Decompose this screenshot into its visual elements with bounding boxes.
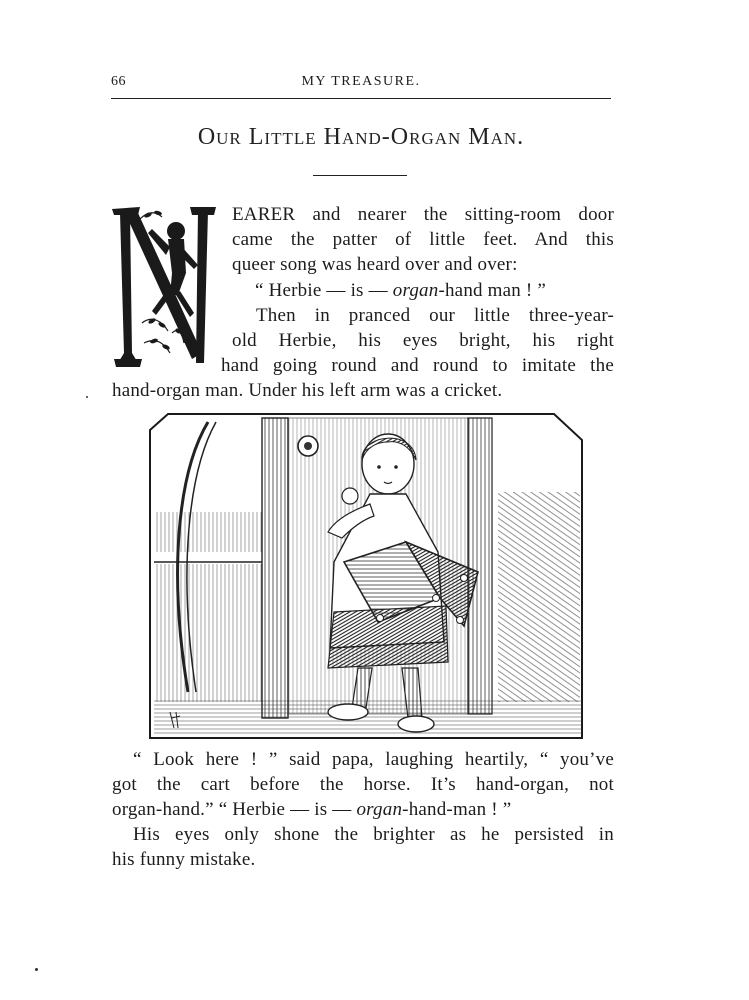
paragraph-4-line-2: his funny mistake. <box>112 849 256 870</box>
paragraph-1-line-1: EARER and nearer the sitting-room door <box>232 204 614 225</box>
print-speck <box>35 968 38 971</box>
running-title: MY TREASURE. <box>301 74 421 89</box>
paragraph-3-line-3-italic: organ <box>356 799 403 820</box>
dropcap-illustration <box>112 203 218 369</box>
paragraph-3-line-3-plain: organ-hand.” “ Herbie — is — <box>112 799 357 820</box>
running-head <box>111 74 611 96</box>
article-title: Our Little Hand-Organ Man. <box>197 124 525 150</box>
paragraph-2-line-4: hand-organ man. Under his left arm was a cricket. <box>112 380 503 401</box>
song-line-italic: organ <box>392 280 439 301</box>
title-rule <box>313 175 407 176</box>
print-speck <box>86 396 88 398</box>
paragraph-3-line-3 <box>112 798 511 822</box>
paragraph-4-line-1: His eyes only shone the brighter as he persisted in <box>133 824 614 845</box>
paragraph-2-line-1: Then in pranced our little three-year- <box>256 305 614 326</box>
song-line <box>255 279 546 303</box>
engraving-child-with-cricket <box>148 412 584 742</box>
paragraph-1-line-2: came the patter of little feet. And this <box>232 229 614 250</box>
paragraph-3-line-1: “ Look here ! ” said papa, laughing heartily, “ you’ve <box>133 749 614 770</box>
page-number: 66 <box>111 74 126 89</box>
header-rule <box>111 98 611 99</box>
paragraph-2-line-3: hand going round and round to imitate the <box>221 355 614 376</box>
song-line-close: -hand man ! ” <box>438 280 547 301</box>
paragraph-1-line-3: queer song was heard over and over: <box>232 254 518 275</box>
song-line-open: “ Herbie — is — <box>255 280 393 301</box>
paragraph-2-line-2: old Herbie, his eyes bright, his right <box>232 330 614 351</box>
paragraph-3-line-3-close: -hand-man ! ” <box>402 799 512 820</box>
paragraph-3-line-2: got the cart before the horse. It’s hand-organ, not <box>112 774 614 795</box>
